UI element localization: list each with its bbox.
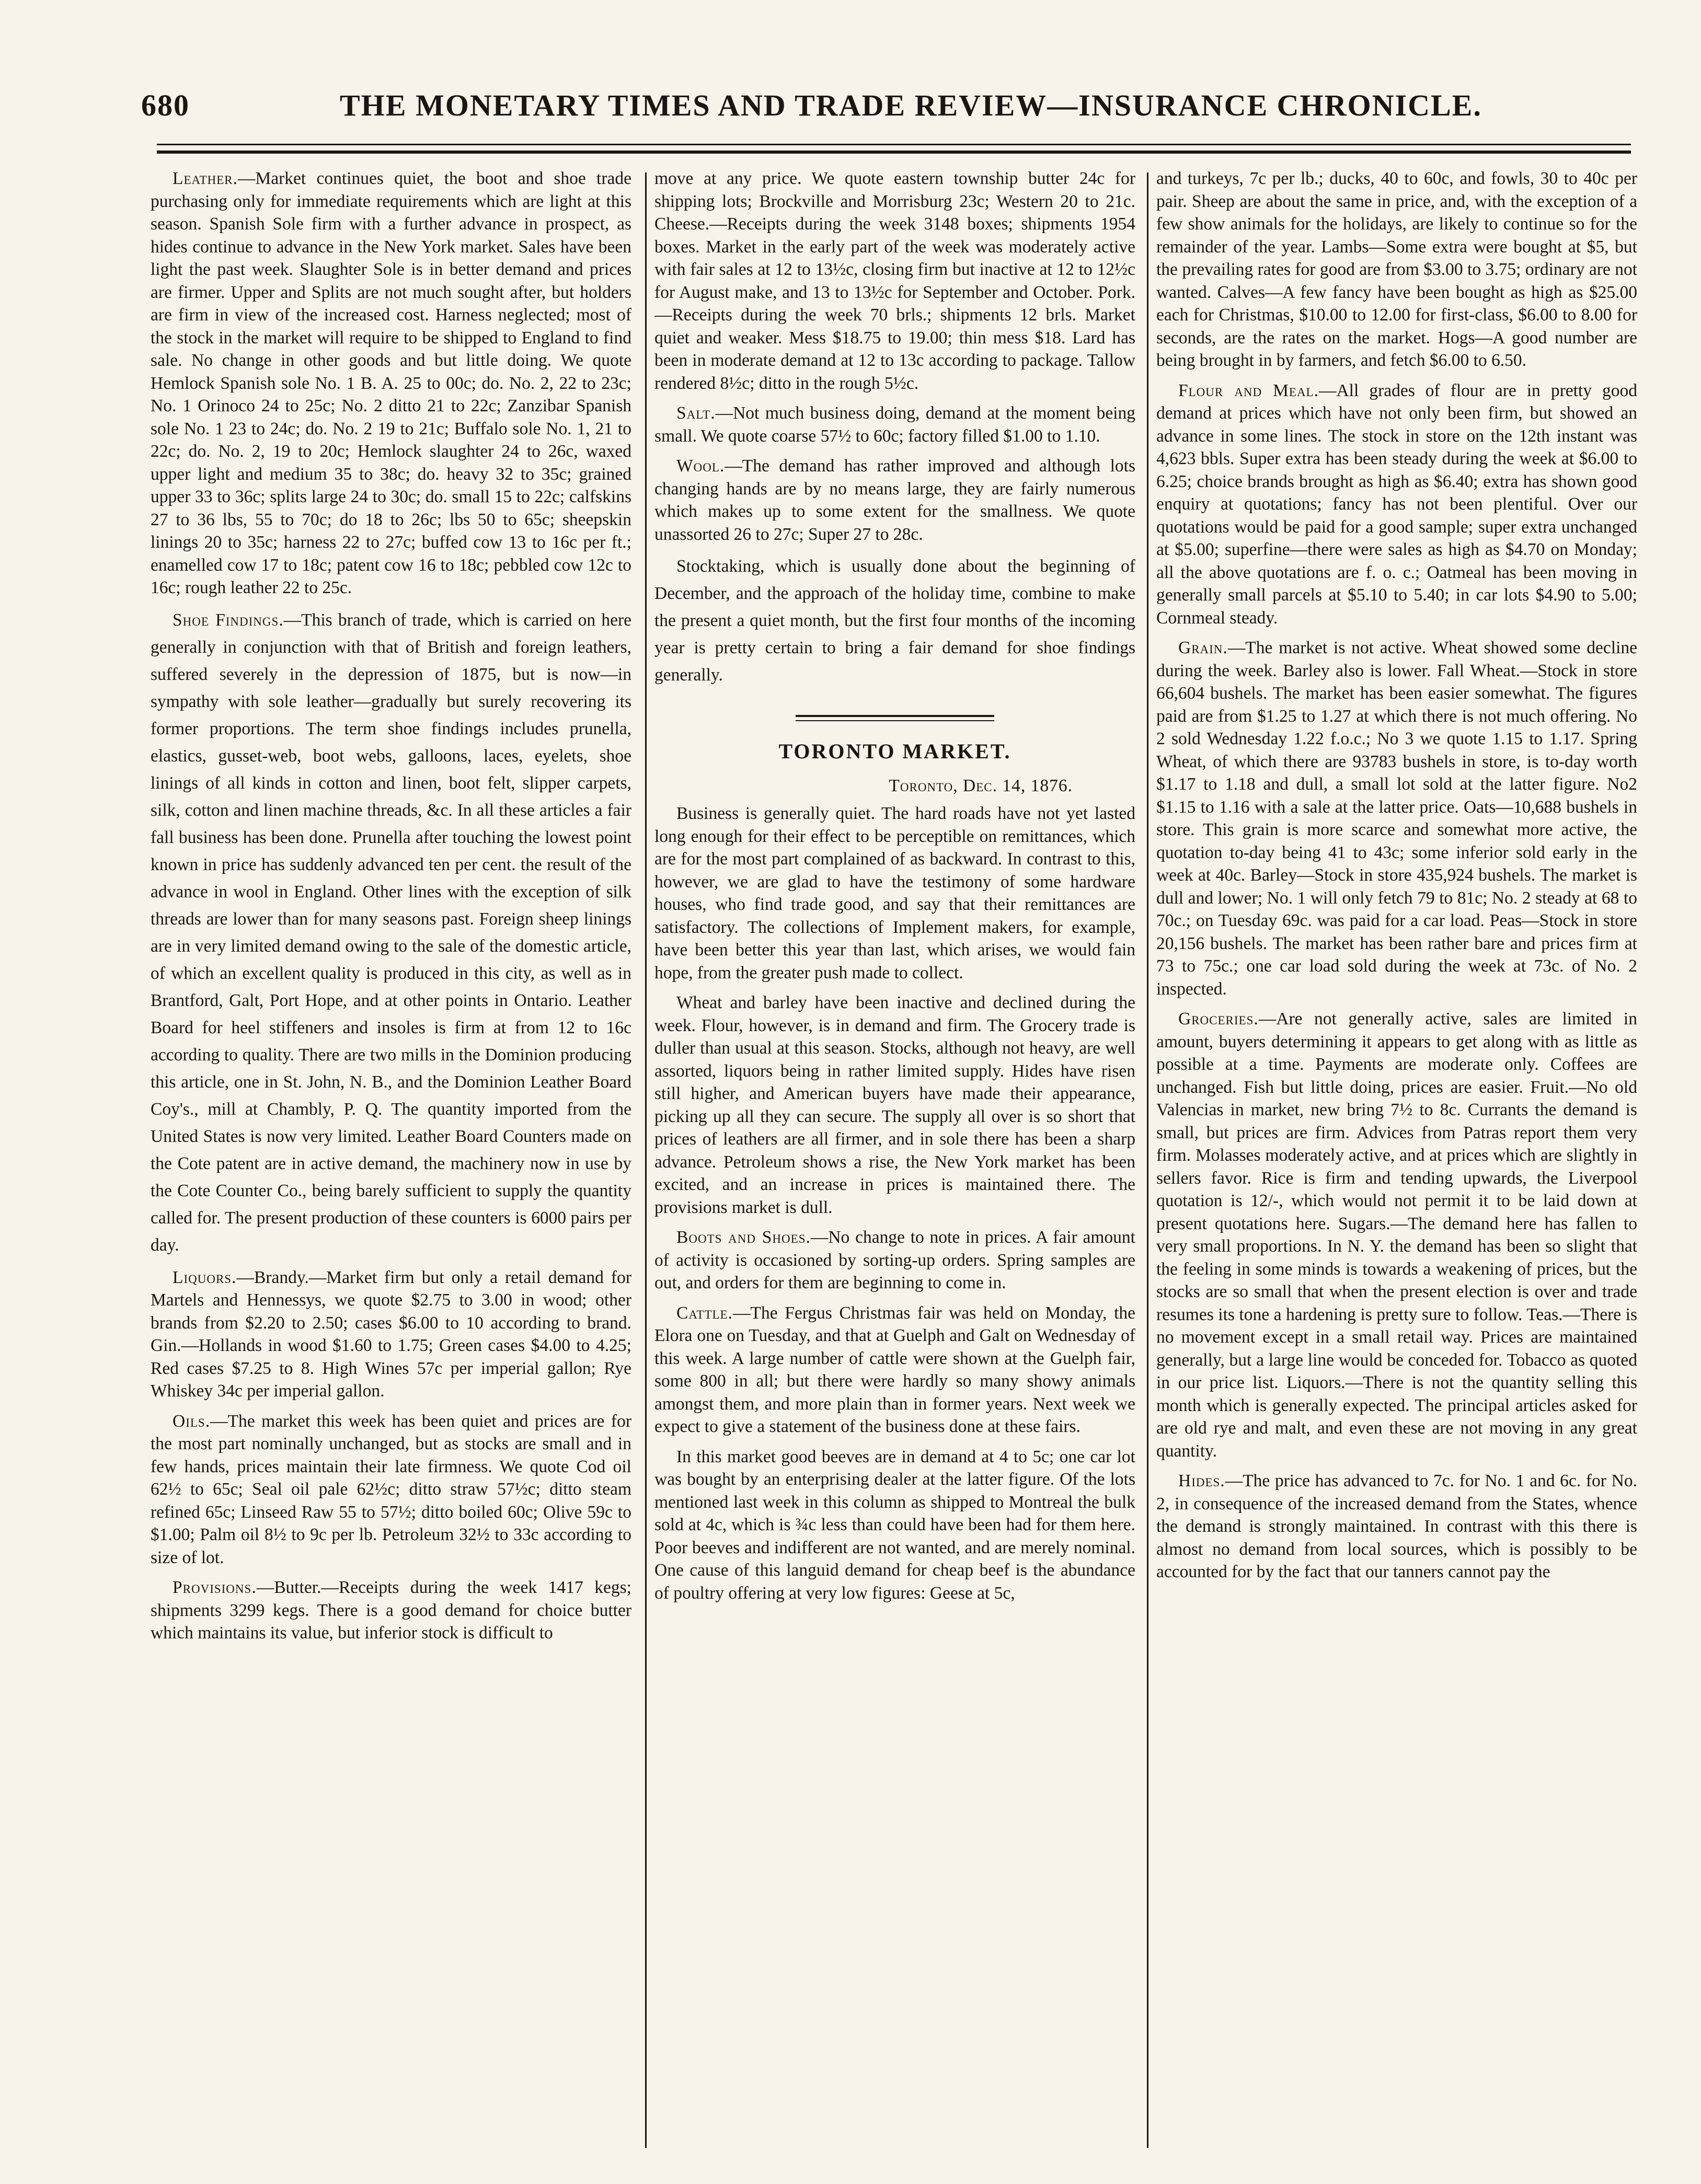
header-rule-thin: [157, 144, 1631, 145]
column-divider-1: [645, 172, 647, 2148]
beeves-paragraph: In this market good beeves are in demand at 4 to 5c; one car lot was bought by an enterprising dealer at the latter figure. Of the lots mentioned last week in this column as shipped to Montreal the bulk sold at 4c, which is ¾c less than could have been had for them here. Poor beeves and indifferent are not wanted, and are merely nominal. One cause of this languid demand for cheap beef is the abundance of poultry offering at very low figures: Geese at 5c,: [654, 1447, 1135, 1603]
column-3: [1156, 167, 1637, 2153]
article-shoe-findings: [151, 607, 631, 1259]
shoe-findings-heading: Shoe Findings.: [173, 610, 284, 630]
toronto-paragraph-1: Business is generally quiet. The hard roads have not yet lasted long enough for their effect to be perceptible on remittances, which are for the most part complained of as backward. In contrast to this, however, we are glad to have the testimony of some hardware houses, who find trade good, and say that their remittances are satisfactory. The collections of Implement makers, for example, have been better this year than last, which arises, we would fain hope, from the greater push made to collect.: [654, 804, 1135, 983]
article-grain: [1156, 637, 1637, 1000]
cattle-text: —The Fergus Christmas fair was held on Monday, the Elora one on Tuesday, and that at Guelph and Galt on Wednesday of this week. A large number of cattle were shown at the Guelph fair, some 800 in all; but there were hardly so many showy animals amongst them, and more plain than in former years. Next week we expect to give a statement of the business done at these fairs.: [654, 1303, 1135, 1436]
hides-heading: Hides.: [1178, 1471, 1225, 1490]
oils-text: —The market this week has been quiet and prices are for the most part nominally unchanged, but as stocks are small and in few hands, prices maintain their late firmness. We quote Cod oil 62½ to 65c; Seal oil pale 62½c; ditto straw 57½c; ditto steam refined 65c; Linseed Raw 55 to 57½; ditto boiled 60c; Olive 59c to $1.00; Palm oil 8½ to 9c per lb. Petroleum 32½ to 33c according to size of lot.: [151, 1411, 631, 1567]
grain-text: —The market is not active. Wheat showed some decline during the week. Barley also is lower. Fall Wheat.—Stock in store 66,604 bushels. The market has been easier somewhat. The figures paid are from $1.25 to 1.27 at which there is not much offering. No 2 sold Wednesday 1.22 f.o.c.; No 3 we quote 1.15 to 1.17. Spring Wheat, of which there are 93783 bushels in store, is to-day worth $1.17 to 1.18 and dull, a small lot sold at the latter figure. No2 $1.15 to 1.16 with a sale at the latter price. Oats—10,688 bushels in store. This grain is more scarce and somewhat more active, the quotation to-day being 41 to 43c; some inferior sold early in the week at 40c. Barley—Stock in store 435,924 bushels. The market is dull and lower; No. 1 will only fetch 79 to 81c; No. 2 steady at 68 to 70c.; on Tuesday 69c. was paid for a car load. Peas—Stock in store 20,156 bushels. The market has been rather bare and prices firm at 73 to 75c.; one car load sold during the week at 73c. of No. 2 inspected.: [1156, 638, 1637, 999]
leather-text: —Market continues quiet, the boot and shoe trade purchasing only for immediate requirements which are light at this season. Spanish Sole firm with a further advance in prospect, as hides continue to advance in the New York market. Sales have been light the past week. Slaughter Sole is in better demand and prices are firmer. Upper and Splits are not much sought after, but holders are firm in view of the increased cost. Harness neglected; most of the stock in the market will require to be shipped to England to find sale. No change in other goods and but little doing. We quote Hemlock Spanish sole No. 1 B. A. 25 to 00c; do. No. 2, 22 to 23c; No. 1 Orinoco 24 to 25c; No. 2 ditto 21 to 22c; Zanzibar Spanish sole No. 1 23 to 24c; do. No. 2 19 to 21c; Buffalo sole No. 1, 21 to 22c; do. No. 2, 19 to 20c; Hemlock slaughter 24 to 26c, waxed upper light and medium 35 to 38c; do. heavy 32 to 35c; grained upper 33 to 36c; splits large 24 to 30c; do. small 15 to 22c; calfskins 27 to 36 lbs, 55 to 70c; do 18 to 26c; lbs 50 to 65c; sheepskin linings 20 to 35c; harness 22 to 27c; buffed cow 13 to 16c per ft.; enamelled cow 17 to 18c; patent cow 16 to 18c; pebbled cow 12c to 16c; rough leather 22 to 25c.: [151, 169, 631, 597]
boots-text: —No change to note in prices. A fair amount of activity is occasioned by sorting-up orders. Spring samples are out, and orders for them are beginning to come in.: [654, 1228, 1135, 1292]
oils-heading: Oils.: [173, 1411, 211, 1431]
shoe-findings-text: —This branch of trade, which is carried on here generally in conjunction with that of British and foreign leathers, suffered severely in the depression of 1875, but is now—in sympathy with sole leather—gradually but surely recovering its former proportions. The term shoe findings includes prunella, elastics, gusset-web, boot webs, galloons, laces, eyelets, shoe linings of all kinds in cotton and linen, boot felt, slipper carpets, silk, cotton and linen machine threads, &c. In all these articles a fair fall business has been done. Prunella after touching the lowest point known in price has suddenly advanced ten per cent. the result of the advance in wool in England. Other lines with the exception of silk threads are lower than for many seasons past. Foreign sheep linings are in very limited demand owing to the sale of the domestic article, of which an excellent quality is produced in this city, as well as in Brantford, Galt, Port Hope, and at other points in Ontario. Leather Board for heel stiffeners and insoles is firm at from 12 to 16c according to quality. There are two mills in the Dominion producing this article, one in St. John, N. B., and the Dominion Leather Board Coy's., mill at Chambly, P. Q. The quantity imported from the United States is now very limited. Leather Board Counters made on the Cote patent are in active demand, the machinery now in use by the Cote Counter Co., being barely sufficient to supply the quantity called for. The present production of these counters is 6000 pairs per day.: [151, 610, 631, 1255]
provisions-heading: Provisions.: [173, 1578, 257, 1597]
hides-text: —The price has advanced to 7c. for No. 1 and 6c. for No. 2, in consequence of the increased demand from the States, whence the demand is strongly maintained. In contrast with this there is almost no demand from local sources, which is possibly to be accounted for by the fact that our tanners cannot pay the: [1156, 1471, 1637, 1581]
page-number: 680: [141, 88, 190, 122]
provisions-continued: move at any price. We quote eastern township butter 24c for shipping lots; Brockville and Morrisburg 23c; Western 20 to 21c. Cheese.—Receipts during the week 3148 boxes; shipments 1954 boxes. Market in the early part of the week was moderately active with fair sales at 12 to 13½c, closing firm but inactive at 12 to 12½c for August make, and 13 to 13½c for September and October. Pork.—Receipts during the week 70 brls.; shipments 12 brls. Market quiet and weaker. Mess $18.75 to 19.00; thin mess $18. Lard has been in moderate demand at 12 to 13c according to package. Tallow rendered 8½c; ditto in the rough 5½c.: [654, 169, 1135, 393]
article-salt: [654, 402, 1135, 447]
toronto-dateline: Toronto, Dec. 14, 1876.: [889, 776, 1073, 795]
grain-heading: Grain.: [1178, 638, 1228, 657]
article-wool: [654, 455, 1135, 546]
stocktaking-paragraph: Stocktaking, which is usually done about the beginning of December, and the approach of the holiday time, combine to make the present a quiet month, but the first four months of the incoming year is pretty certain to bring a fair demand for shoe findings generally.: [654, 557, 1135, 685]
liquors-heading: Liquors.: [173, 1267, 237, 1287]
article-leather: [151, 167, 631, 599]
column-divider-2: [1147, 172, 1148, 2148]
leather-heading: Leather.: [173, 169, 238, 188]
wool-heading: Wool.: [676, 456, 725, 476]
salt-heading: Salt.: [676, 403, 716, 423]
flour-text: —All grades of flour are in pretty good demand at prices which have not only been firm, but showed an advance in some lines. The stock in store on the 12th instant was 4,623 bbls. Super extra has been steady during the week at $6.00 to 6.25; choice brands brought as high as $6.40; extra has shown good enquiry at quotations; fancy has not been plentiful. Over our quotations would be paid for a good sample; super extra unchanged at $5.00; superfine—there were sales as high as $4.70 on Monday; all the above quotations are f. o. c.; Oatmeal has been moving in generally small parcels at $5.10 to 5.40; in car lots $4.90 to 5.00; Cornmeal steady.: [1156, 380, 1637, 628]
section-divider: [796, 715, 994, 721]
article-groceries: [1156, 1008, 1637, 1462]
article-provisions: [151, 1576, 631, 1645]
article-oils: [151, 1410, 631, 1569]
salt-text: —Not much business doing, demand at the moment being small. We quote coarse 57½ to 60c; factory filled $1.00 to 1.10.: [654, 403, 1135, 446]
column-1: [151, 167, 631, 2153]
flour-heading: Flour and Meal.: [1178, 380, 1319, 400]
running-title: THE MONETARY TIMES AND TRADE REVIEW—INSURANCE CHRONICLE.: [340, 88, 1482, 122]
page-header: [120, 78, 1631, 136]
article-liquors: [151, 1266, 631, 1403]
livestock-continued: and turkeys, 7c per lb.; ducks, 40 to 60c, and fowls, 30 to 40c per pair. Sheep are about the same in price, and, with the exception of a few show animals for the holidays, are likely to continue so for the remainder of the year. Lambs—Some extra were bought at $5, but the prevailing rates for good are from $3.00 to 3.75; ordinary are not wanted. Calves—A few fancy have been bought as high as $25.00 each for Christmas, $10.00 to 12.00 for first-class, $6.00 to 8.00 for seconds, are the rates on the market. Hogs—A good number are being brought in by farmers, and fetch $6.00 to 6.50.: [1156, 169, 1637, 370]
article-cattle: [654, 1302, 1135, 1438]
toronto-market-heading: TORONTO MARKET.: [778, 739, 1012, 763]
article-hides: [1156, 1470, 1637, 1584]
wool-text: —The demand has rather improved and although lots changing hands are by no means large, they are fairly numerous which makes up to some extent for the smallness. We quote unassorted 26 to 27c; Super 27 to 28c.: [654, 456, 1135, 544]
column-2: [654, 167, 1135, 2153]
groceries-text: —Are not generally active, sales are limited in amount, buyers determining it appears to get along with as little as possible at a time. Payments are moderate only. Coffees are unchanged. Fish but little doing, prices are easier. Fruit.—No old Valencias in market, new bring 7½ to 8c. Currants the demand is small, but prices are firm. Advices from Patras report them very firm. Molasses moderately active, and at prices which are slightly in sellers favor. Rice is firm and tending upwards, the Liverpool quotation is 12/-, which would not permit it to be laid down at present quotations here. Sugars.—The demand here has fallen to very small proportions. In N. Y. the demand has been so slight that the feeling in some minds is towards a weakening of prices, but the stocks are so small that when the present election is over and trade resumes its tone a hardening is pretty sure to follow. Teas.—There is no movement except in a small retail way. Prices are maintained generally, but a large line would be conceded for. Tobacco as quoted in our price list. Liquors.—There is not the quantity selling this month which is generally expected. The principal articles asked for are old rye and malt, and even these are not moving in any great quantity.: [1156, 1009, 1637, 1461]
header-rule-thick: [157, 151, 1631, 154]
toronto-paragraph-2: Wheat and barley have been inactive and declined during the week. Flour, however, is in demand and firm. The Grocery trade is duller than usual at this season. Stocks, although not heavy, are well assorted, liquors being in rather limited supply. Hides have risen still higher, and American buyers have made their appearance, picking up all they can secure. The supply all over is so short that prices of leathers are all firmer, and in sole there has been a sharp advance. Petroleum shows a rise, the New York market has been excited, and an increase in prices is maintained there. The provisions market is dull.: [654, 993, 1135, 1217]
article-flour-meal: [1156, 379, 1637, 630]
liquors-text: —Brandy.—Market firm but only a retail demand for Martels and Hennessys, we quote $2.75 to 3.00 in wood; other brands from $2.20 to 2.50; cases $6.00 to 10 according to brand. Gin.—Hollands in wood $1.60 to 1.75; Green cases $4.00 to 4.25; Red cases $7.25 to 8. High Wines 57c per imperial gallon; Rye Whiskey 34c per imperial gallon.: [151, 1267, 631, 1401]
groceries-heading: Groceries.: [1178, 1009, 1259, 1029]
article-boots-shoes: [654, 1226, 1135, 1295]
provisions-text: —Butter.—Receipts during the week 1417 kegs; shipments 3299 kegs. There is a good demand for choice butter which maintains its value, but inferior stock is difficult to: [151, 1578, 631, 1643]
cattle-heading: Cattle.: [676, 1303, 733, 1323]
boots-heading: Boots and Shoes.: [676, 1228, 811, 1247]
